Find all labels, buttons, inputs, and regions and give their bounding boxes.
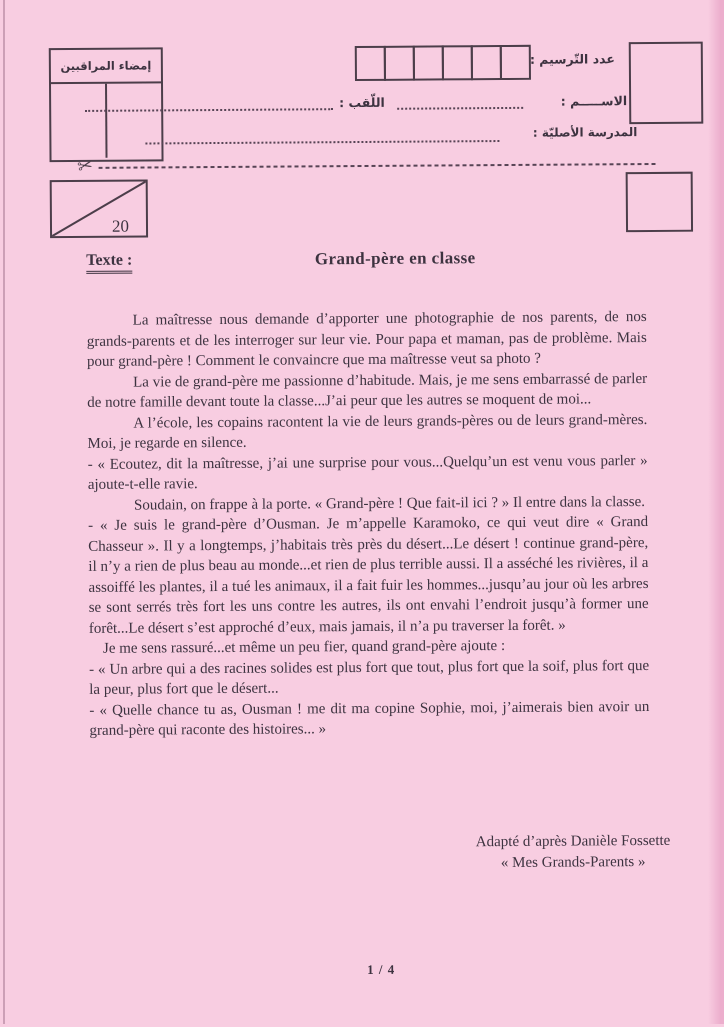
text-paragraph: - « Ecoutez, dit la maîtresse, j’ai une surprise pour vous...Quelqu’un est venu vous parler » ajoute-t-elle ravie. <box>87 452 648 493</box>
digit-cell <box>384 46 415 81</box>
attribution-author: Adapté d’après Danièle Fossette <box>475 832 671 851</box>
text-paragraph: La maîtresse nous demande d’apporter une photographie de nos parents, de nos grands-parents et de les interroger sur leur vie. Pour papa et maman, pas de problème. Mais pour grand-père ! Comment le convaincre que ma maîtresse veut sa photo ? <box>86 309 647 370</box>
attribution <box>476 831 671 874</box>
school-dotted-field <box>145 136 499 144</box>
text-paragraph: - « Je suis le grand-père d’Ousman. Je m’appelle Karamoko, ce qui veut dire « Grand Chasseur ». Il y a longtemps, j’habitais très près du désert...Le désert ! continue grand-père, il n’y a rien de plus beau au monde...et rien de plus terrible aussi. Il a asséché les rivières, il a assoiffé les plantes, il a tué les animaux, il a fait fuir les hommes...jusqu’au jour où les arbres se sont serrés très fort les uns contre les autres, ils ont envahi l’endroit jusqu’à former une forêt...Le désert s’est approché d’eux, mais jamais, il n’a pu traverser la forêt. » <box>88 514 649 637</box>
surname-dotted-field <box>85 104 333 112</box>
text-paragraph: A l’école, les copains racontent la vie de leurs grands-pères ou de leurs grand-mères. Moi, je regarde en silence. <box>87 411 648 452</box>
text-paragraph: - « Un arbre qui a des racines solides est plus fort que tout, plus fort que la soif, plus fort que la peur, plus fort que le désert... <box>89 657 650 698</box>
supervisors-box-header <box>51 49 161 84</box>
name-dotted-field <box>397 103 523 110</box>
registration-digit-cells <box>355 45 531 81</box>
registration-number-label: عدد التّرسيم : <box>529 51 615 67</box>
text-paragraph: Je me sens rassuré...et même un peu fier, quand grand-père ajoute : <box>102 638 506 657</box>
text-paragraph: Soudain, on frappe à la porte. « Grand-père ! Que fait-il ici ? » Il entre dans la classe. <box>133 493 646 514</box>
text-paragraph: - « Quelle chance tu as, Ousman ! me dit ma copine Sophie, moi, j’aimerais bien avoir un grand-père qui raconte des histoires... » <box>89 698 650 739</box>
name-label: الاســـــم : <box>560 93 628 109</box>
score-total-value: 20 <box>111 216 130 236</box>
corner-box <box>626 172 693 232</box>
supervisor-signature-cell <box>107 83 162 157</box>
digit-cell <box>355 46 386 81</box>
body-paragraphs <box>87 307 650 741</box>
original-school-label: المدرسة الأصليّة : <box>532 125 638 140</box>
page-number: 1 / 4 <box>367 961 396 977</box>
supervisors-box-body <box>51 83 162 158</box>
supervisors-box-title: إمضاء المراقبين <box>60 58 152 74</box>
digit-cell <box>413 45 444 80</box>
digit-cell <box>500 45 531 80</box>
document-title: Grand-père en classe <box>314 248 476 269</box>
digit-cell <box>471 45 502 80</box>
scissors-icon: ✂ <box>75 154 95 179</box>
supervisor-signature-cell <box>51 84 108 158</box>
registration-number-box <box>629 42 704 125</box>
surname-label: اللّقب : <box>339 94 385 111</box>
text-paragraph: La vie de grand-père me passionne d’habitude. Mais, je me sens embarrassé de parler de notre famille devant toute la classe...J’ai peur que les autres se moquent de moi... <box>87 370 648 411</box>
digit-cell <box>442 45 473 80</box>
text-label: Texte : <box>86 252 132 274</box>
score-box <box>50 179 148 238</box>
cut-line <box>99 163 656 169</box>
score-diagonal-line <box>52 182 146 237</box>
attribution-work-title: « Mes Grands-Parents » <box>500 854 646 872</box>
